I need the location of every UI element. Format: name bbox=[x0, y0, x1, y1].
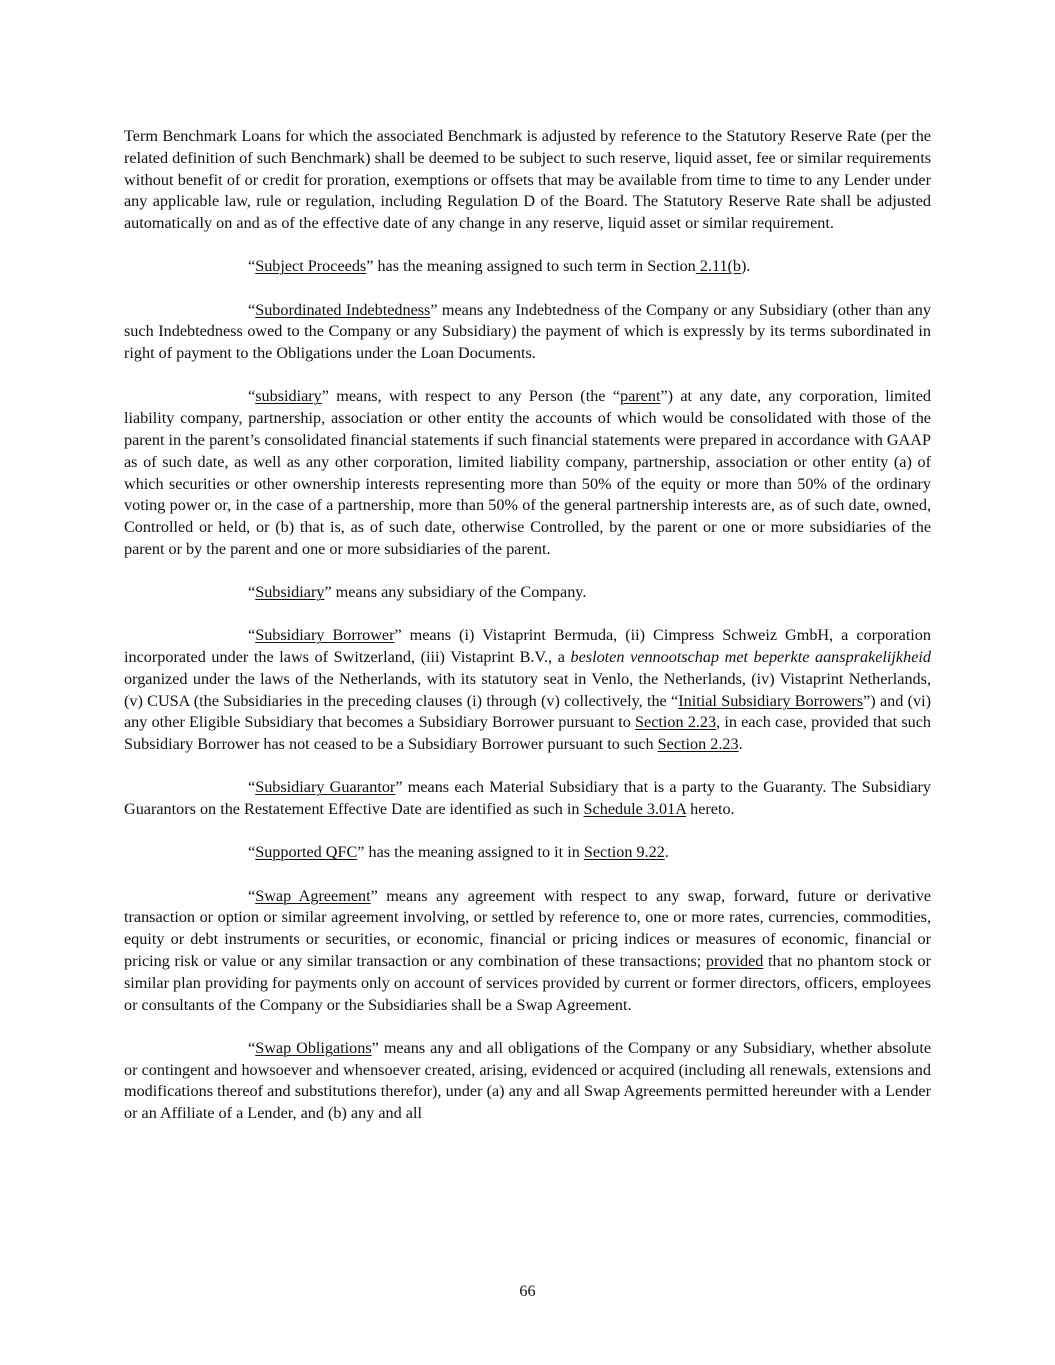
defined-term: Swap Agreement bbox=[255, 886, 371, 905]
defined-term: Subsidiary Guarantor bbox=[255, 778, 396, 797]
definition-subject-proceeds: “Subject Proceeds” has the meaning assigned to such term in Section 2.11(b). bbox=[248, 257, 751, 276]
defined-term: Supported QFC bbox=[255, 843, 358, 862]
proviso-term: provided bbox=[705, 952, 764, 971]
section-reference: Section 2.23 bbox=[657, 735, 739, 754]
definition-supported-qfc: “Supported QFC” has the meaning assigned to it in Section 9.22. bbox=[248, 843, 669, 862]
section-reference: Section 2.23 bbox=[635, 713, 717, 732]
definition-subsidiary: “Subsidiary” means any subsidiary of the Company. bbox=[248, 583, 587, 602]
section-reference: Section 9.22 bbox=[583, 843, 665, 862]
definition-subsidiary-guarantor: “Subsidiary Guarantor” means each Material Subsidiary that is a party to the Guaranty. The Subsidiary Guarantors on the Restatement Effective Date are identified as such in Schedule 3.01A hereto. bbox=[124, 778, 931, 819]
defined-term: Subsidiary bbox=[255, 583, 325, 602]
definition-swap-agreement: “Swap Agreement” means any agreement with respect to any swap, forward, future or derivative transaction or option or similar agreement involving, or settled by reference to, one or more rates, currencies, commodities, equity or debt instruments or securities, or economic, financial or pricing indices or measures of economic, financial or pricing risk or value or any similar transaction or any combination of these transactions; provided that no phantom stock or similar plan providing for payments only on account of services provided by current or former directors, officers, employees or consultants of the Company or the Subsidiaries shall be a Swap Agreement. bbox=[124, 886, 932, 1014]
page-number: 66 bbox=[519, 1282, 536, 1300]
schedule-reference: Schedule 3.01A bbox=[583, 800, 687, 819]
defined-term: Initial Subsidiary Borrowers bbox=[678, 691, 864, 710]
document-page bbox=[124, 126, 931, 1146]
definition-subsidiary-lowercase: “subsidiary” means, with respect to any Person (the “parent”) at any date, any corporation, limited liability company, partnership, association or other entity the accounts of which would be consolidated with those of the parent in the parent’s consolidated financial statements if such financial statements were prepared in accordance with GAAP as of such date, as well as any other corporation, limited liability company, partnership, association or other entity (a) of which securities or other ownership interests representing more than 50% of the equity or more than 50% of the ordinary voting power or, in the case of a partnership, more than 50% of the general partnership interests are, as of such date, owned, Controlled or held, or (b) that is, as of such date, otherwise Controlled, by the parent or one or more subsidiaries of the parent or by the parent and one or more subsidiaries of the parent. bbox=[124, 387, 931, 558]
defined-term: Swap Obligations bbox=[255, 1038, 372, 1057]
section-reference: 2.11(b bbox=[695, 257, 742, 276]
defined-term: subsidiary bbox=[255, 387, 322, 406]
defined-term: Subject Proceeds bbox=[255, 257, 367, 276]
definition-subsidiary-borrower: “Subsidiary Borrower” means (i) Vistaprint Bermuda, (ii) Cimpress Schweiz GmbH, a corporation incorporated under the laws of Switzerland, (iii) Vistaprint B.V., a besloten vennootschap met beperkte aansprakelijkheid organized under the laws of the Netherlands, with its statutory seat in Venlo, the Netherlands, (iv) Vistaprint Netherlands, (v) CUSA (the Subsidiaries in the preceding clauses (i) through (v) collectively, the “Initial Subsidiary Borrowers”) and (vi) any other Eligible Subsidiary that becomes a Subsidiary Borrower pursuant to Section 2.23, in each case, provided that such Subsidiary Borrower has not ceased to be a Subsidiary Borrower pursuant to such Section 2.23. bbox=[124, 626, 931, 754]
paragraph-statutory-reserve-continuation: Term Benchmark Loans for which the associated Benchmark is adjusted by reference to the Statutory Reserve Rate (per the related definition of such Benchmark) shall be deemed to be subject to such reserve, liquid asset, fee or similar requirements without benefit of or credit for proration, exemptions or offsets that may be available from time to time to any Lender under any applicable law, rule or regulation, including Regulation D of the Board. The Statutory Reserve Rate shall be adjusted automatically on and as of the effective date of any change in any reserve, liquid asset or similar requirement. bbox=[124, 127, 931, 233]
definition-subordinated-indebtedness: “Subordinated Indebtedness” means any Indebtedness of the Company or any Subsidiary (other than any such Indebtedness owed to the Company or any Subsidiary) the payment of which is expressly by its terms subordinated in right of payment to the Obligations under the Loan Documents. bbox=[124, 300, 931, 363]
definition-swap-obligations: “Swap Obligations” means any and all obligations of the Company or any Subsidiary, whether absolute or contingent and howsoever and whensoever created, arising, evidenced or acquired (including all renewals, extensions and modifications thereof and substitutions therefor), under (a) any and all Swap Agreements permitted hereunder with a Lender or an Affiliate of a Lender, and (b) any and all bbox=[124, 1038, 932, 1123]
italic-legal-form: besloten vennootschap met beperkte aansprakelijkheid bbox=[570, 648, 931, 667]
defined-term: Subordinated Indebtedness bbox=[255, 300, 431, 319]
defined-term: parent bbox=[620, 387, 661, 406]
defined-term: Subsidiary Borrower bbox=[255, 626, 395, 645]
